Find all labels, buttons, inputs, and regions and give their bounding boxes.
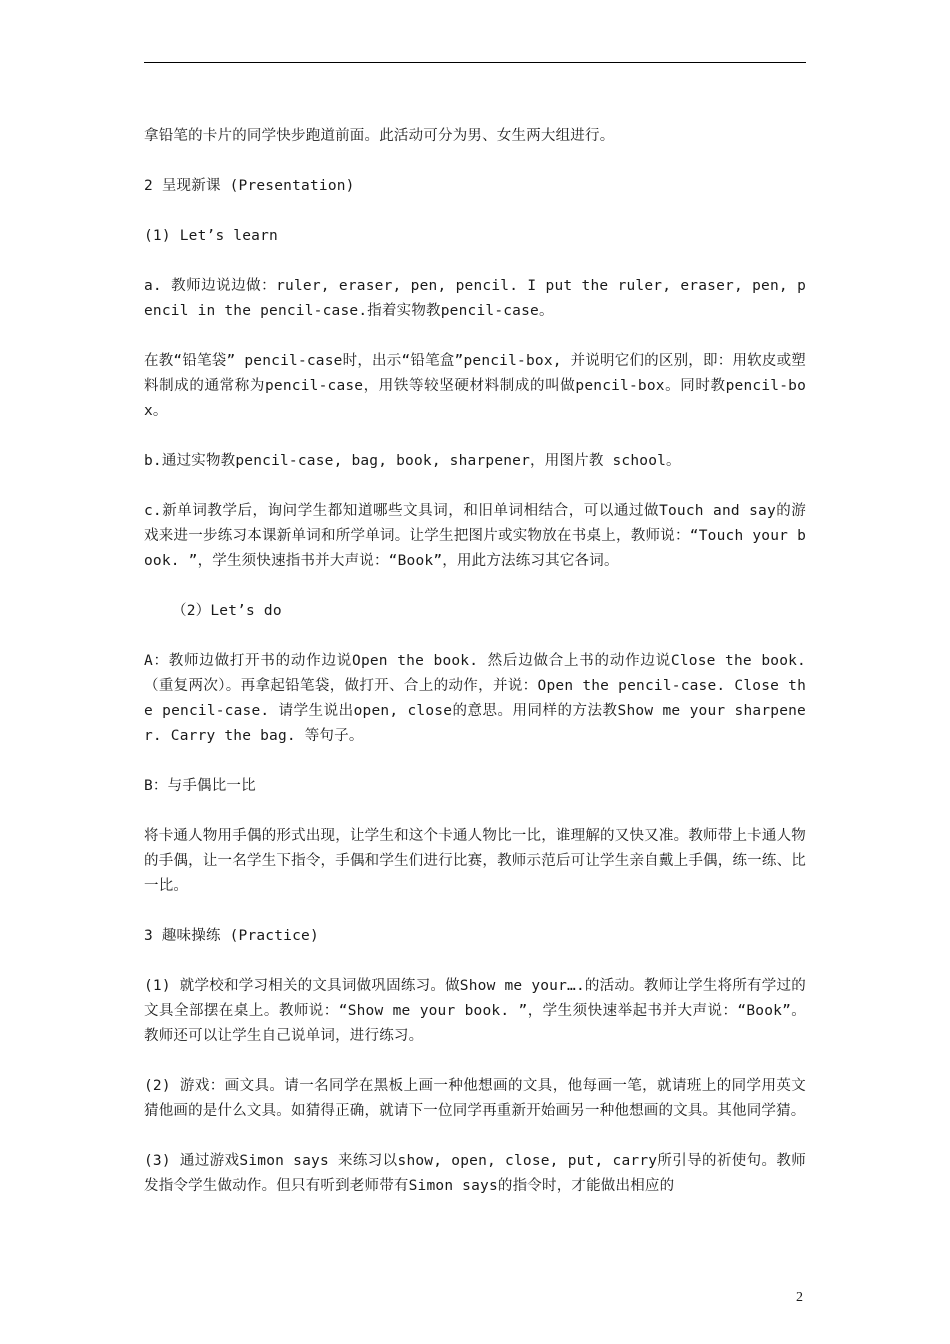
paragraph: b.通过实物教pencil-case, bag, book, sharpener，用图片教 school。 [144, 453, 681, 469]
paragraph: 在教“铅笔袋” pencil-case时，出示“铅笔盒”pencil-box, 并说明它们的区别，即：用软皮或塑料制成的通常称为pencil-case，用铁等较坚硬材料制成的叫做pencil-box。同时教pencil-box。 [144, 353, 806, 419]
subsection-heading: (1) Let’s learn [144, 228, 278, 244]
document-body [144, 124, 806, 1224]
paragraph: (1) 就学校和学习相关的文具词做巩固练习。做Show me your….的活动。教师让学生将所有学过的文具全部摆在桌上。教师说：“Show me your book. ”，学生须快速举起书并大声说：“Book”。教师还可以让学生自己说单词，进行练习。 [144, 978, 806, 1044]
header-rule [144, 62, 806, 63]
paragraph: c.新单词教学后，询问学生都知道哪些文具词，和旧单词相结合，可以通过做Touch and say的游戏来进一步练习本课新单词和所学单词。让学生把图片或实物放在书桌上，教师说：“Touch your book. ”，学生须快速指书并大声说：“Book”，用此方法练习其它各词。 [144, 503, 806, 569]
paragraph: 拿铅笔的卡片的同学快步跑道前面。此活动可分为男、女生两大组进行。 [144, 128, 615, 144]
section-heading: 2 呈现新课 (Presentation) [144, 178, 355, 194]
paragraph: (3) 通过游戏Simon says 来练习以show, open, close, put, carry所引导的祈使句。教师发指令学生做动作。但只有听到老师带有Simon says的指令时，才能做出相应的 [144, 1153, 806, 1194]
paragraph: A：教师边做打开书的动作边说Open the book. 然后边做合上书的动作边说Close the book. （重复两次）。再拿起铅笔袋，做打开、合上的动作，并说：Open the pencil-case. Close the pencil-case. 请学生说出open, close的意思。用同样的方法教Show me your sharpener. Carry the bag. 等句子。 [144, 653, 806, 744]
paragraph: (2) 游戏：画文具。请一名同学在黑板上画一种他想画的文具，他每画一笔，就请班上的同学用英文猜他画的是什么文具。如猜得正确，就请下一位同学再重新开始画另一种他想画的文具。其他同学猜。 [144, 1078, 806, 1119]
page-number: 2 [796, 1290, 803, 1305]
paragraph: 将卡通人物用手偶的形式出现，让学生和这个卡通人物比一比，谁理解的又快又准。教师带上卡通人物的手偶，让一名学生下指令，手偶和学生们进行比赛，教师示范后可让学生亲自戴上手偶，练一练、比一比。 [144, 828, 806, 894]
subsection-heading: （2）Let’s do [172, 603, 282, 619]
paragraph: B：与手偶比一比 [144, 778, 256, 794]
paragraph: a. 教师边说边做：ruler, eraser, pen, pencil. I put the ruler, eraser, pen, pencil in the pencil-case.指着实物教pencil-case。 [144, 278, 806, 319]
section-heading: 3 趣味操练 (Practice) [144, 928, 319, 944]
